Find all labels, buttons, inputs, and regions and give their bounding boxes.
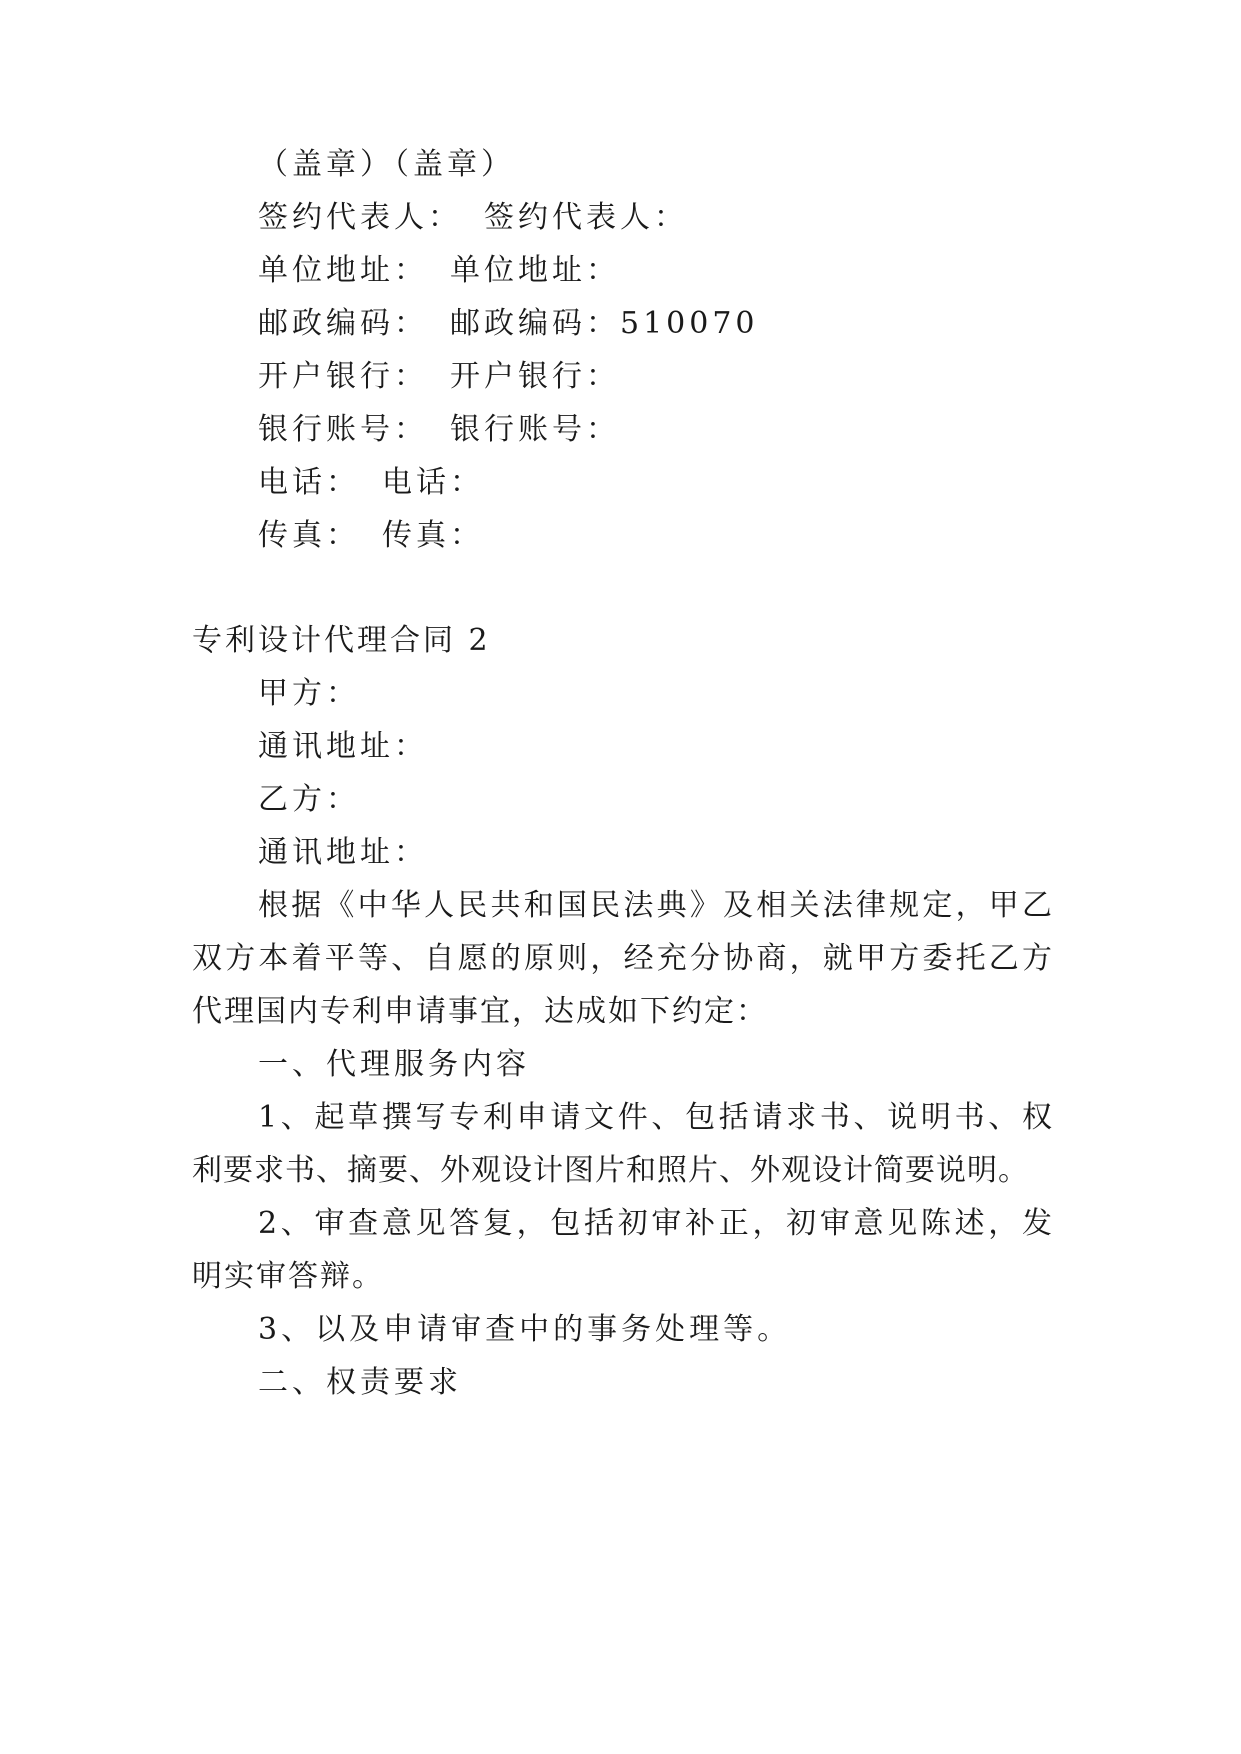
contract-title: 专利设计代理合同 2 [192,623,491,658]
party-a-address: 通讯地址： [258,729,428,764]
seal-right: （盖章） [394,147,515,182]
party-a: 甲方： [258,676,360,711]
rep-right: 签约代表人： [484,200,688,235]
section-2-title: 二、权责要求 [258,1365,462,1400]
item-2-line-1: 2、审查意见答复，包括初审补正，初审意见陈述，发 [258,1206,1054,1241]
postcode-line [258,304,759,344]
addr-right: 单位地址： [450,253,620,288]
post-left: 邮政编码： [258,306,428,341]
preamble-line-2: 双方本着平等、自愿的原则，经充分协商，就甲方委托乙方 [192,941,1054,976]
item-2-line-2: 明实审答辩。 [192,1259,384,1294]
bank-line [258,357,620,397]
rep-left: 签约代表人： [258,200,462,235]
bank-left: 开户银行： [258,359,428,394]
fax-right: 传真： [382,518,484,553]
account-line [258,410,620,450]
tel-left: 电话： [258,465,360,500]
preamble-line-3: 代理国内专利申请事宜，达成如下约定： [192,994,768,1029]
phone-line [258,463,484,503]
addr-left: 单位地址： [258,253,428,288]
seal-left: （盖章） [258,147,394,182]
fax-left: 传真： [258,518,360,553]
acct-left: 银行账号： [258,412,428,447]
address-line [258,251,620,291]
representative-line [258,198,688,238]
item-1-line-2: 利要求书、摘要、外观设计图片和照片、外观设计简要说明。 [192,1153,1029,1188]
fax-line [258,516,484,556]
post-right: 邮政编码：510070 [450,306,759,341]
party-b: 乙方： [258,782,360,817]
item-1-line-1: 1、起草撰写专利申请文件、包括请求书、说明书、权 [258,1100,1054,1135]
tel-right: 电话： [382,465,484,500]
item-3: 3、以及申请审查中的事务处理等。 [258,1312,792,1347]
bank-right: 开户银行： [450,359,620,394]
party-b-address: 通讯地址： [258,835,428,870]
acct-right: 银行账号： [450,412,620,447]
preamble-line-1: 根据《中华人民共和国民法典》及相关法律规定，甲乙 [258,888,1054,923]
seal-line [258,145,515,185]
section-1-title: 一、代理服务内容 [258,1047,530,1082]
